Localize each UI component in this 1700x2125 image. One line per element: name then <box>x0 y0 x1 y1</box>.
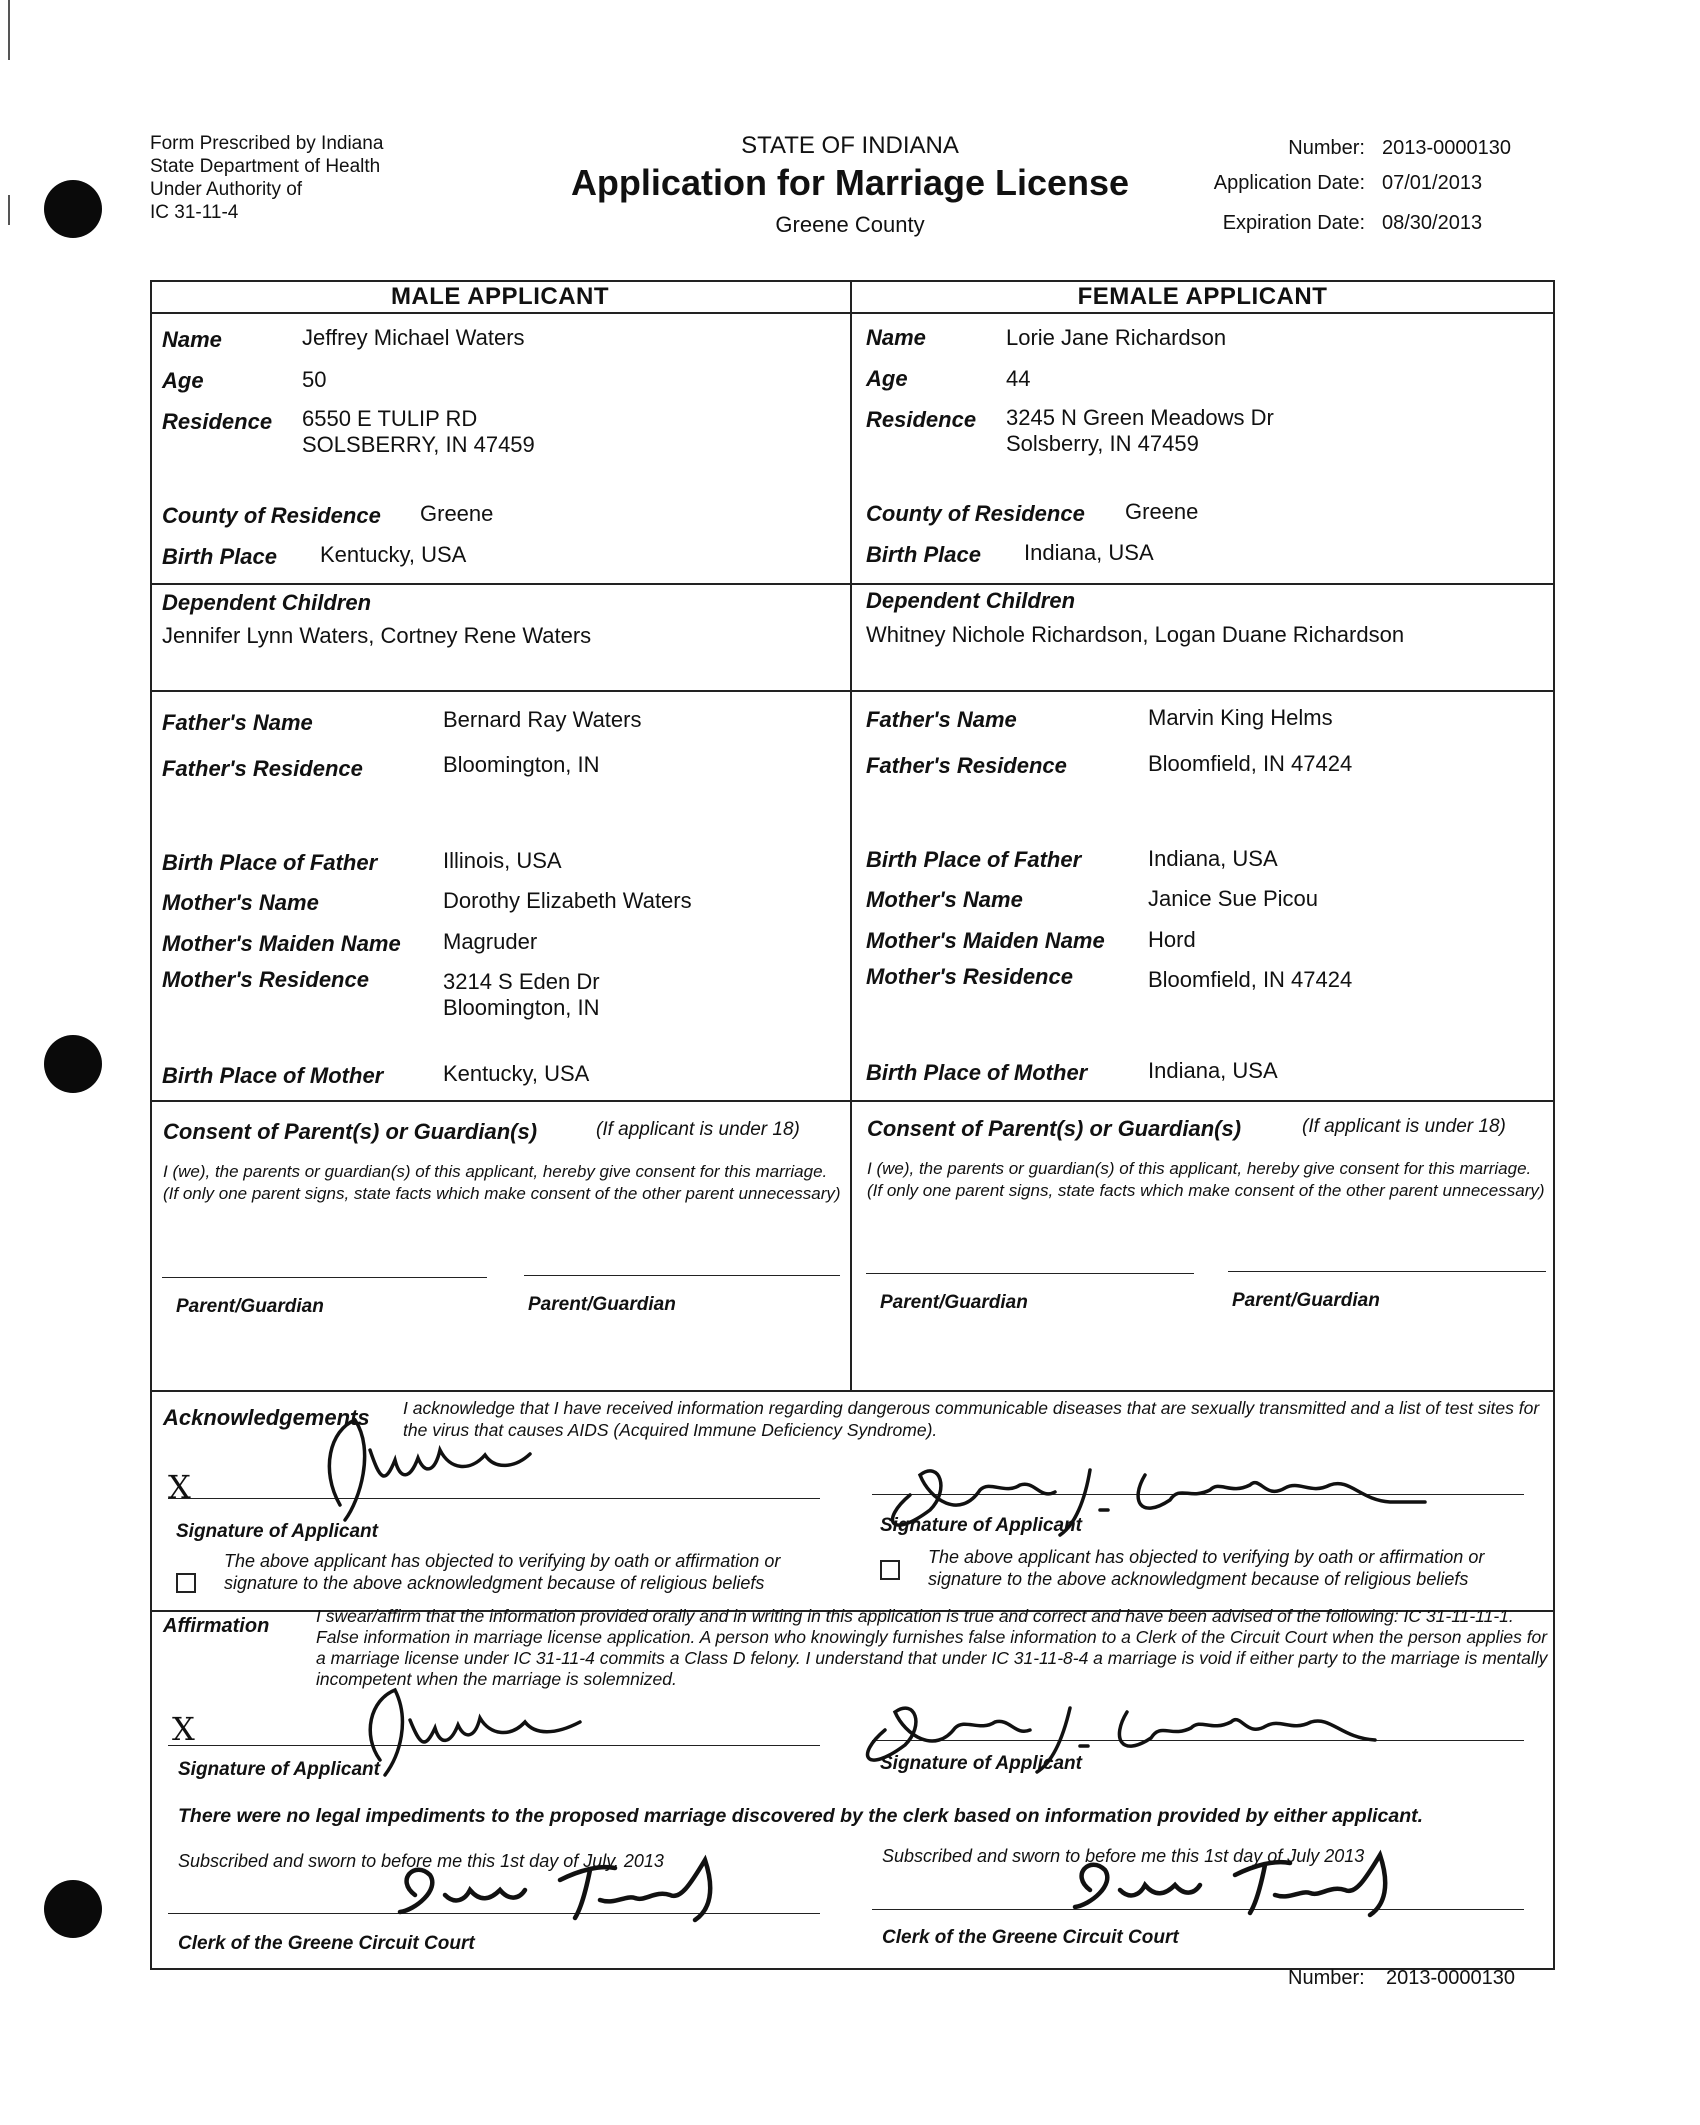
female-consent-title: Consent of Parent(s) or Guardian(s) <box>867 1116 1242 1141</box>
male-mother-name: Dorothy Elizabeth Waters <box>443 888 692 913</box>
divider <box>150 1390 1555 1392</box>
female-parent-guardian-line-2 <box>1228 1271 1546 1272</box>
female-parent-guardian-line-1 <box>866 1273 1194 1274</box>
male-objection-text: The above applicant has objected to verifying by oath or affirmation or signature to the above acknowledgment because of religious beliefs <box>224 1551 781 1593</box>
female-father-name: Marvin King Helms <box>1148 705 1333 730</box>
female-father-birth: Indiana, USA <box>1148 846 1278 871</box>
male-father-name-label: Father's Name <box>162 710 313 735</box>
application-date: 07/01/2013 <box>1382 172 1483 194</box>
state-heading: STATE OF INDIANA <box>741 132 959 159</box>
female-residence <box>1006 405 1274 457</box>
acknowledgement-text: I acknowledge that I have received information regarding dangerous communicable diseases that are sexually transmitted and a list of test sites for the virus that causes AIDS (Acquired Immune Deficiency Syndrome). <box>403 1398 1540 1440</box>
punch-hole <box>44 180 102 238</box>
female-mother-maiden: Hord <box>1148 927 1196 952</box>
female-residence-label: Residence <box>866 407 977 432</box>
scan-edge-line <box>8 0 10 60</box>
scan-edge-line <box>8 195 10 225</box>
male-affirm-x-mark: X <box>172 1710 195 1748</box>
divider <box>150 690 1555 692</box>
male-mother-birth: Kentucky, USA <box>443 1061 590 1086</box>
footer-number-label: Number: <box>1288 1967 1365 1989</box>
female-name: Lorie Jane Richardson <box>1006 325 1227 350</box>
license-number: 2013-0000130 <box>1382 137 1512 159</box>
male-birth-place: Kentucky, USA <box>320 542 467 567</box>
female-county-label: County of Residence <box>866 501 1085 526</box>
male-county-label: County of Residence <box>162 503 381 528</box>
male-mother-residence-line: Bloomington, IN <box>443 995 600 1020</box>
number-label: Number: <box>1288 137 1365 159</box>
male-father-residence-label: Father's Residence <box>162 756 363 781</box>
male-applicant-heading: MALE APPLICANT <box>390 283 610 310</box>
female-mother-residence: Bloomfield, IN 47424 <box>1148 967 1353 992</box>
female-mother-birth-label: Birth Place of Mother <box>866 1060 1088 1085</box>
male-sworn-statement: Subscribed and sworn to before me this 1st day of July, 2013 <box>178 1851 664 1871</box>
no-impediments-statement: There were no legal impediments to the proposed marriage discovered by the clerk based on information provided by either applicant. <box>178 1805 1424 1827</box>
female-consent-note: (If applicant is under 18) <box>1302 1116 1506 1137</box>
male-children: Jennifer Lynn Waters, Cortney Rene Waters <box>162 623 592 648</box>
prescribed-line: IC 31-11-4 <box>150 202 239 223</box>
prescribed-line: State Department of Health <box>150 156 381 177</box>
female-father-residence: Bloomfield, IN 47424 <box>1148 751 1353 776</box>
male-mother-birth-label: Birth Place of Mother <box>162 1063 384 1088</box>
female-mother-birth: Indiana, USA <box>1148 1058 1278 1083</box>
column-divider <box>850 280 852 1390</box>
female-applicant-heading: FEMALE APPLICANT <box>1077 283 1328 310</box>
punch-hole <box>44 1880 102 1938</box>
female-age-label: Age <box>866 366 908 391</box>
form-prescribed-note <box>150 132 383 224</box>
male-mother-maiden-label: Mother's Maiden Name <box>162 931 401 956</box>
male-mother-maiden: Magruder <box>443 929 538 954</box>
female-county: Greene <box>1125 499 1199 524</box>
female-objection-checkbox[interactable] <box>880 1560 900 1580</box>
male-mother-residence-line: 3214 S Eden Dr <box>443 969 600 994</box>
female-mother-residence-label: Mother's Residence <box>866 964 1073 989</box>
prescribed-line: Form Prescribed by Indiana <box>150 133 384 154</box>
male-name: Jeffrey Michael Waters <box>302 325 525 350</box>
female-name-label: Name <box>866 325 926 350</box>
male-children-label: Dependent Children <box>162 590 372 615</box>
male-mother-name-label: Mother's Name <box>162 890 319 915</box>
divider <box>150 312 1555 314</box>
male-parent-guardian-line-1 <box>162 1277 487 1278</box>
male-father-residence: Bloomington, IN <box>443 752 600 777</box>
affirmation-text: I swear/affirm that the information provided orally and in writing in this application is true and correct and have been advised of the following: IC 31-11-11-1. False information in marriage license application. A person who knowingly furnishes false information to a Clerk of the Circuit Court when the person applies for a marriage license under IC 31-11-4 commits a Class D felony. I understand that under IC 31-11-8-4 a marriage is void if either party to the marriage is mentally incompetent when the marriage is solemnized. <box>316 1606 1548 1689</box>
male-age: 50 <box>302 367 327 392</box>
male-affirm-signature-label: Signature of Applicant <box>178 1759 380 1780</box>
female-birth-place: Indiana, USA <box>1024 540 1154 565</box>
female-father-name-label: Father's Name <box>866 707 1017 732</box>
female-mother-name-label: Mother's Name <box>866 887 1023 912</box>
application-date-label: Application Date: <box>1213 172 1365 194</box>
male-residence-label: Residence <box>162 409 273 434</box>
female-residence-line: 3245 N Green Meadows Dr <box>1006 405 1274 430</box>
male-mother-residence <box>443 969 600 1021</box>
female-children: Whitney Nichole Richardson, Logan Duane Richardson <box>866 622 1405 647</box>
female-children-label: Dependent Children <box>866 588 1076 613</box>
prescribed-line: Under Authority of <box>150 179 303 200</box>
male-ack-x-mark: X <box>168 1468 191 1506</box>
female-mother-name: Janice Sue Picou <box>1148 886 1318 911</box>
divider <box>150 1100 1555 1102</box>
male-consent-note: (If applicant is under 18) <box>596 1119 800 1140</box>
county-heading: Greene County <box>775 212 925 237</box>
female-birth-place-label: Birth Place <box>866 542 981 567</box>
male-birth-place-label: Birth Place <box>162 544 277 569</box>
male-residence <box>302 406 535 458</box>
male-residence-line: 6550 E TULIP RD <box>302 406 478 431</box>
male-consent-title: Consent of Parent(s) or Guardian(s) <box>163 1119 538 1144</box>
footer-number: 2013-0000130 <box>1386 1967 1516 1989</box>
female-father-residence-label: Father's Residence <box>866 753 1067 778</box>
male-parent-guardian-label-1: Parent/Guardian <box>176 1296 324 1317</box>
male-parent-guardian-label-2: Parent/Guardian <box>528 1294 676 1315</box>
male-clerk-label: Clerk of the Greene Circuit Court <box>178 1933 475 1954</box>
female-consent-text: I (we), the parents or guardian(s) of this applicant, hereby give consent for this marriage. (If only one parent signs, state facts which make consent of the other parent unnecessary) <box>867 1159 1545 1200</box>
male-parent-guardian-line-2 <box>524 1275 840 1276</box>
male-mother-residence-label: Mother's Residence <box>162 967 369 992</box>
expiration-date-label: Expiration Date: <box>1222 212 1365 234</box>
male-father-birth: Illinois, USA <box>443 848 562 873</box>
affirmation-label: Affirmation <box>163 1615 270 1637</box>
male-father-birth-label: Birth Place of Father <box>162 850 378 875</box>
male-objection-checkbox[interactable] <box>176 1573 196 1593</box>
male-father-name: Bernard Ray Waters <box>443 707 642 732</box>
expiration-date: 08/30/2013 <box>1382 212 1483 234</box>
female-parent-guardian-label-2: Parent/Guardian <box>1232 1290 1380 1311</box>
female-age: 44 <box>1006 366 1031 391</box>
male-name-label: Name <box>162 327 222 352</box>
female-parent-guardian-label-1: Parent/Guardian <box>880 1292 1028 1313</box>
male-county: Greene <box>420 501 494 526</box>
male-ack-signature-label: Signature of Applicant <box>176 1521 378 1542</box>
page-title: Application for Marriage License <box>570 162 1130 203</box>
female-residence-line: Solsberry, IN 47459 <box>1006 431 1199 456</box>
female-affirm-signature-label: Signature of Applicant <box>880 1753 1082 1774</box>
female-ack-signature-label: Signature of Applicant <box>880 1515 1082 1536</box>
male-ack-signature <box>300 1410 560 1530</box>
male-consent-text: I (we), the parents or guardian(s) of this applicant, hereby give consent for this marriage. (If only one parent signs, state facts which make consent of the other parent unnecessary) <box>163 1162 841 1203</box>
acknowledgements-label: Acknowledgements <box>163 1405 370 1430</box>
female-clerk-signature <box>1060 1835 1420 1925</box>
male-clerk-signature <box>385 1840 745 1930</box>
punch-hole <box>44 1035 102 1093</box>
female-mother-maiden-label: Mother's Maiden Name <box>866 928 1105 953</box>
male-age-label: Age <box>162 368 204 393</box>
female-sworn-statement: Subscribed and sworn to before me this 1st day of July 2013 <box>882 1846 1365 1866</box>
divider <box>150 583 1555 585</box>
female-objection-text: The above applicant has objected to verifying by oath or affirmation or signature to the above acknowledgment because of religious beliefs <box>928 1547 1485 1589</box>
male-residence-line: SOLSBERRY, IN 47459 <box>302 432 535 457</box>
female-father-birth-label: Birth Place of Father <box>866 847 1082 872</box>
female-clerk-label: Clerk of the Greene Circuit Court <box>882 1927 1179 1948</box>
